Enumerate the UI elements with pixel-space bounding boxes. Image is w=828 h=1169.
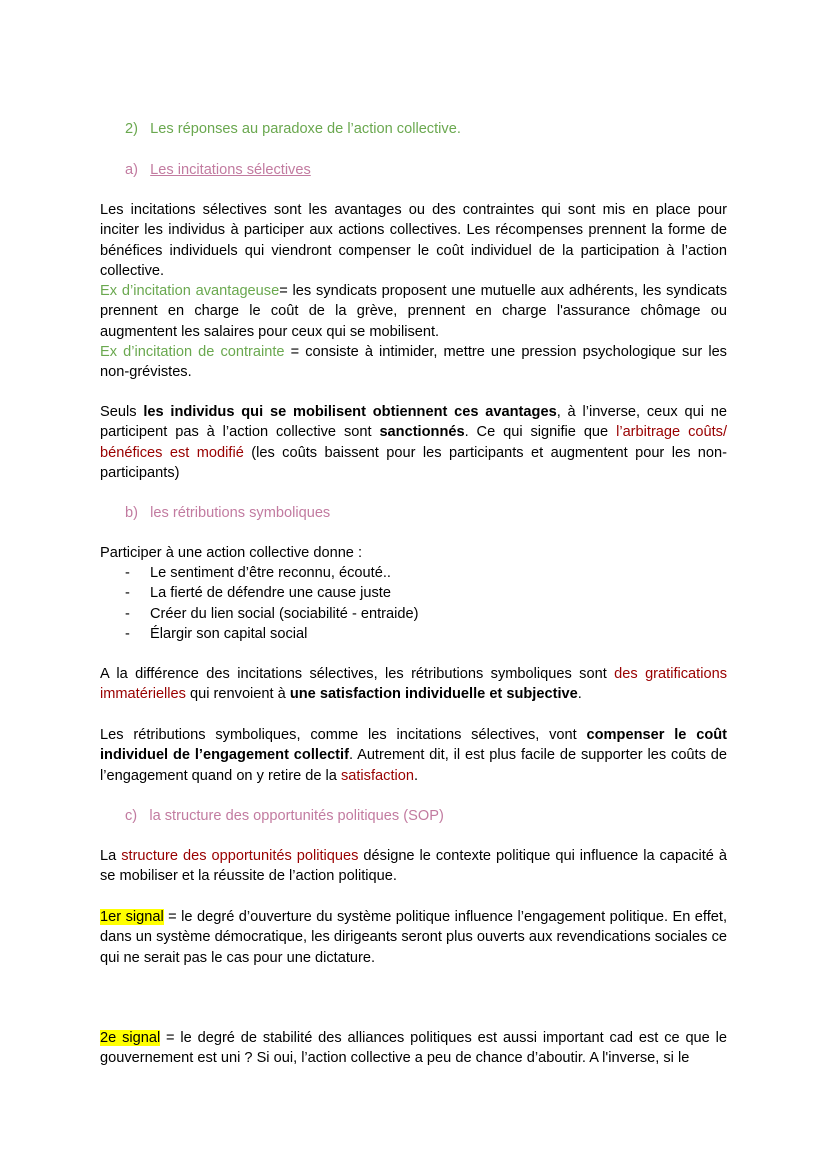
bold-run: une satisfaction individuelle et subjective xyxy=(289,686,578,703)
text-run: A la différence des incitations sélectives, les rétributions symboliques sont xyxy=(100,666,615,682)
text-run: désigne le contexte politique qui influence la capacité à se mobiliser et la réussite de l’action politique. xyxy=(100,848,727,885)
list-item-text: Créer du lien social (sociabilité - entraide) xyxy=(150,605,419,622)
highlight-run: l’arbitrage coûts/ bénéfices est modifié xyxy=(100,424,727,461)
text-run: La xyxy=(100,848,122,864)
section-title: Les réponses au paradoxe de l’action collective. xyxy=(150,121,461,137)
subheading-title: les rétributions symboliques xyxy=(150,505,331,521)
list-item-text: La fierté de défendre une cause juste xyxy=(150,585,391,602)
paragraph-example-advantage xyxy=(100,281,727,342)
benefits-list xyxy=(100,563,700,644)
text-run: qui renvoient à xyxy=(185,686,290,703)
paragraph-only-participants xyxy=(100,402,727,483)
text-run: . xyxy=(413,767,419,784)
subheading-a xyxy=(125,160,311,180)
paragraph-sop-definition xyxy=(100,846,727,887)
subheading-letter: c) xyxy=(125,808,138,824)
paragraph-example-constraint xyxy=(100,342,727,383)
paragraph-incitations-definition: Les incitations sélectives sont les avantages ou des contraintes qui sont mis en place pour inciter les individus à participer aux actions collectives. Les récompenses prennent la forme de bénéfices individuels qui viendront compenser le coût individuel de la participation à l’action collective. xyxy=(100,202,727,279)
signal-label: 2e signal xyxy=(100,1030,161,1046)
subheading-b xyxy=(125,503,330,523)
example-text: = consiste à intimider, mettre une pression psychologique sur les non-grévistes. xyxy=(100,344,727,381)
text-run: Les rétributions symboliques, comme les incitations sélectives, vont xyxy=(100,727,587,743)
section-heading-2 xyxy=(125,119,461,139)
bold-run: sanctionnés xyxy=(379,424,465,441)
highlight-run: structure des opportunités politiques xyxy=(121,848,359,864)
paragraph-difference xyxy=(100,664,727,705)
highlight-run: satisfaction xyxy=(340,767,414,784)
dash-bullet: - xyxy=(125,585,130,602)
example-label: Ex d’incitation de contrainte xyxy=(100,344,285,360)
highlight-run: des gratifications immatérielles xyxy=(100,666,727,703)
text-run: , à l’inverse, ceux qui ne participent pas à l’action collective sont xyxy=(100,404,727,441)
example-label: Ex d’incitation avantageuse xyxy=(100,283,280,299)
list-item xyxy=(100,604,700,624)
dash-bullet: - xyxy=(125,605,130,622)
paragraph-signal-1 xyxy=(100,907,727,968)
list-item-text: Élargir son capital social xyxy=(150,625,308,642)
bold-run: les individus qui se mobilisent obtiennent ces avantages xyxy=(143,404,557,420)
subheading-c xyxy=(125,806,444,826)
section-number: 2) xyxy=(125,121,138,137)
text-run: . Ce qui signifie que xyxy=(464,424,617,441)
subheading-title: la structure des opportunités politiques (SOP) xyxy=(149,808,444,824)
text-run: . Autrement dit, il est plus facile de supporter les coûts de l’engagement quand on y retire de la xyxy=(100,747,727,784)
subheading-letter: a) xyxy=(125,162,138,178)
text-run: . xyxy=(577,686,582,703)
list-item xyxy=(100,563,700,583)
paragraph-signal-2 xyxy=(100,1028,727,1069)
paragraph-compensation xyxy=(100,725,727,786)
example-text: = les syndicats proposent une mutuelle aux adhérents, les syndicats prennent en charge le coût de la grève, prennent en charge l'assurance chômage ou augmentent les salaires pour ceux qui se mobilisent. xyxy=(100,283,728,340)
list-item xyxy=(100,583,700,603)
list-intro: Participer à une action collective donne : xyxy=(100,545,363,561)
subheading-letter: b) xyxy=(125,505,138,521)
text-run: = le degré de stabilité des alliances politiques est aussi important cad est ce que le gouvernement est uni ? Si oui, l’action collective a peu de chance d’aboutir. A l'inverse, si le xyxy=(100,1030,727,1067)
bold-run: compenser le coût individuel de l’engagement collectif xyxy=(100,727,728,764)
list-item-text: Le sentiment d’être reconnu, écouté.. xyxy=(150,565,391,581)
text-run: = le degré d’ouverture du système politique influence l’engagement politique. En effet, dans un système démocratique, les dirigeants seront plus ouverts aux revendications sociales ce qui ne serait pas le cas pour une dictature. xyxy=(100,909,727,966)
subheading-title: Les incitations sélectives xyxy=(150,162,311,178)
signal-label: 1er signal xyxy=(100,909,164,925)
dash-bullet: - xyxy=(125,565,130,581)
text-run: (les coûts baissent pour les participants et augmentent pour les non-participants) xyxy=(100,444,727,481)
dash-bullet: - xyxy=(125,625,130,642)
list-item xyxy=(100,624,700,644)
text-run: Seuls xyxy=(100,404,144,420)
